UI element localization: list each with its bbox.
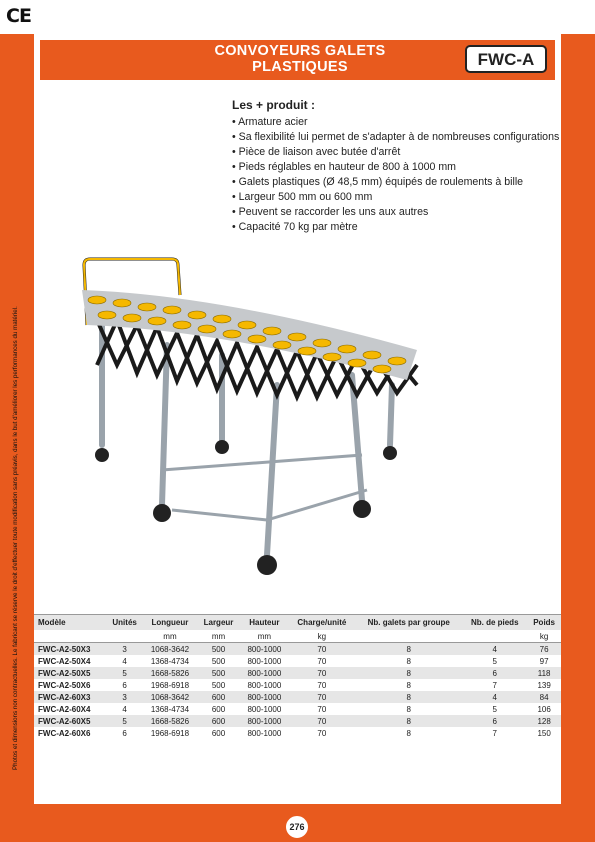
table-cell: 128 [527, 715, 561, 727]
page-title-line2: PLASTIQUES [252, 59, 348, 75]
table-cell: 150 [537, 728, 551, 738]
col-header: Nb. de pieds [462, 615, 527, 631]
unit-cell [106, 630, 143, 643]
table-cell: 4 [122, 656, 127, 666]
col-header: Nb. galets par groupe [355, 615, 462, 631]
table-cell: FWC-A2-60X4 [38, 704, 91, 714]
table-cell: FWC-A2-50X5 [34, 667, 106, 679]
table-cell: 70 [289, 691, 356, 703]
unit-cell: kg [527, 630, 561, 643]
table-cell: 600 [197, 715, 240, 727]
feature-item: • Pieds réglables en hauteur de 800 à 1000 mm [232, 160, 562, 175]
table-cell: 1668-5826 [143, 715, 197, 727]
feature-item: • Largeur 500 mm ou 600 mm [232, 190, 562, 205]
table-cell: 97 [539, 656, 549, 666]
specs-table [34, 614, 561, 739]
table-cell: 5 [106, 667, 143, 679]
table-cell: 8 [406, 656, 411, 666]
table-cell: 5 [106, 715, 143, 727]
unit-cell [462, 630, 527, 643]
table-cell: 76 [527, 643, 561, 656]
table-cell: 70 [317, 680, 327, 690]
table-cell: 1368-4734 [150, 656, 190, 666]
disclaimer-note: Photos et dimensions non contractuelles. Le fabricant se réserve le droit d'effectuer toute modification sans préavis, dans le but d'améliorer les performances du matériel. [12, 306, 19, 770]
unit-cell: kg [289, 630, 356, 643]
col-header: Unités [106, 615, 143, 631]
table-cell: 8 [355, 715, 462, 727]
table-cell: 8 [406, 728, 411, 738]
table-row [34, 691, 561, 703]
table-cell: 800-1000 [240, 691, 288, 703]
table-cell: 800-1000 [240, 643, 288, 656]
table-cell: 600 [197, 691, 240, 703]
table-cell: 1968-6918 [150, 728, 190, 738]
unit-cell: mm [197, 630, 240, 643]
table-cell: 6 [122, 728, 127, 738]
feature-item: • Capacité 70 kg par mètre [232, 220, 562, 235]
table-cell: 600 [211, 728, 226, 738]
table-cell: FWC-A2-50X3 [34, 643, 106, 656]
features-heading: Les + produit : [232, 98, 316, 112]
table-cell: 4 [462, 691, 527, 703]
table-row [34, 679, 561, 691]
table-cell: FWC-A2-60X6 [38, 728, 91, 738]
table-cell: FWC-A2-50X6 [38, 680, 91, 690]
table-row [34, 655, 561, 667]
table-cell: 800-1000 [247, 728, 282, 738]
table-cell: 5 [492, 656, 497, 666]
col-header: Longueur [143, 615, 197, 631]
table-cell: 3 [106, 643, 143, 656]
col-header: Charge/unité [289, 615, 356, 631]
table-cell: 7 [492, 728, 497, 738]
table-cell: 600 [211, 704, 226, 714]
table-cell: 6 [462, 715, 527, 727]
table-header-row [34, 615, 561, 631]
page-title-line1: CONVOYEURS GALETS [214, 43, 386, 59]
table-cell: 800-1000 [247, 704, 282, 714]
table-cell: 70 [289, 643, 356, 656]
table-cell: 5 [492, 704, 497, 714]
table-row [34, 667, 561, 679]
col-header: Hauteur [240, 615, 288, 631]
table-cell: 6 [122, 680, 127, 690]
table-cell: 106 [537, 704, 551, 714]
features-block [232, 98, 562, 235]
table-cell: 4 [122, 704, 127, 714]
feature-item: • Peuvent se raccorder les uns aux autres [232, 205, 562, 220]
table-cell: 800-1000 [240, 715, 288, 727]
table-row [34, 727, 561, 739]
table-cell: 4 [462, 643, 527, 656]
col-header: Modèle [34, 615, 106, 631]
table-cell: 500 [211, 680, 226, 690]
table-cell: 1368-4734 [150, 704, 190, 714]
unit-cell: mm [240, 630, 288, 643]
table-cell: 3 [106, 691, 143, 703]
page-title [210, 43, 390, 75]
table-row [34, 715, 561, 727]
unit-cell: mm [143, 630, 197, 643]
feature-item: • Galets plastiques (Ø 48,5 mm) équipés de roulements à bille [232, 175, 562, 190]
table-cell: 70 [317, 656, 327, 666]
table-cell: 70 [289, 715, 356, 727]
conveyor-photo [72, 255, 432, 600]
table-row [34, 643, 561, 656]
table-cell: 500 [197, 667, 240, 679]
top-margin [0, 0, 595, 34]
table-cell: 800-1000 [247, 656, 282, 666]
table-cell: 8 [406, 704, 411, 714]
table-cell: 1968-6918 [150, 680, 190, 690]
table-cell: 84 [527, 691, 561, 703]
specs-table-body [34, 643, 561, 740]
col-header: Largeur [197, 615, 240, 631]
table-cell: 6 [462, 667, 527, 679]
ce-mark-logo: CE [6, 5, 31, 27]
table-cell: 500 [197, 643, 240, 656]
feature-item: • Pièce de liaison avec butée d'arrêt [232, 145, 562, 160]
page-number: 276 [285, 815, 309, 839]
table-cell: 8 [355, 667, 462, 679]
table-cell: FWC-A2-60X5 [34, 715, 106, 727]
table-cell: 70 [317, 704, 327, 714]
units-row [34, 630, 561, 643]
feature-item: • Armature acier [232, 115, 562, 130]
table-cell: 8 [355, 643, 462, 656]
table-cell: 1068-3642 [143, 643, 197, 656]
table-cell: 7 [492, 680, 497, 690]
table-cell: 118 [527, 667, 561, 679]
table-cell: 500 [211, 656, 226, 666]
table-cell: FWC-A2-60X3 [34, 691, 106, 703]
col-header: Poids [527, 615, 561, 631]
product-code-badge: FWC-A [465, 45, 547, 73]
table-cell: 8 [355, 691, 462, 703]
title-bar [40, 40, 555, 80]
feature-item: • Sa flexibilité lui permet de s'adapter à de nombreuses configurations [232, 130, 562, 145]
table-cell: 1668-5826 [143, 667, 197, 679]
right-orange-band [561, 34, 595, 842]
table-cell: 800-1000 [240, 667, 288, 679]
table-cell: 8 [406, 680, 411, 690]
table-cell: 70 [317, 728, 327, 738]
table-row [34, 703, 561, 715]
table-cell: FWC-A2-50X4 [38, 656, 91, 666]
table-cell: 1068-3642 [143, 691, 197, 703]
features-list [232, 115, 562, 235]
unit-cell [34, 630, 106, 643]
table-cell: 800-1000 [247, 680, 282, 690]
unit-cell [355, 630, 462, 643]
table-cell: 139 [537, 680, 551, 690]
table-cell: 70 [289, 667, 356, 679]
